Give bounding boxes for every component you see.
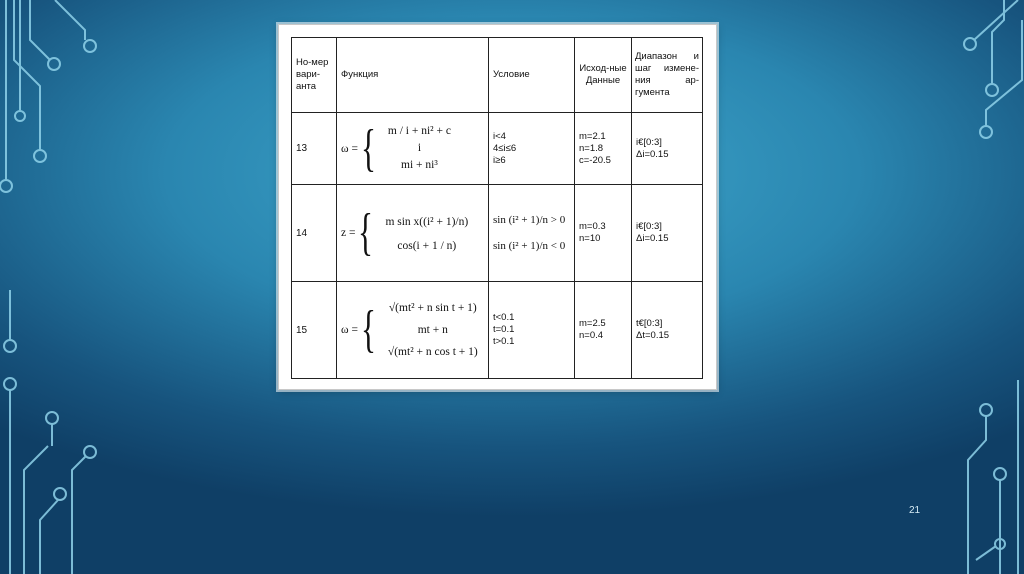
condition-line: t=0.1 bbox=[493, 324, 515, 335]
table-row bbox=[292, 185, 703, 282]
initial-value: n=10 bbox=[579, 233, 601, 244]
formula-case: i bbox=[417, 142, 422, 154]
variant-table-image bbox=[278, 24, 717, 390]
formula-cases bbox=[385, 209, 468, 257]
header-variant: Но-мер вари-анта bbox=[292, 38, 337, 113]
header-condition: Условие bbox=[489, 38, 575, 113]
formula-case: m sin x((i² + 1)/n) bbox=[385, 216, 469, 228]
condition-cell bbox=[489, 282, 575, 379]
step-value: Δt=0.15 bbox=[636, 330, 670, 341]
range-cell bbox=[632, 185, 703, 282]
initial-value: n=1.8 bbox=[579, 142, 604, 154]
condition-line: t>0.1 bbox=[493, 336, 515, 347]
initial-data-cell bbox=[575, 282, 632, 379]
function-formula bbox=[337, 282, 489, 379]
brace-icon: { bbox=[358, 204, 374, 261]
function-formula bbox=[337, 113, 489, 185]
initial-value: m=0.3 bbox=[579, 221, 606, 232]
formula-lhs: ω = bbox=[341, 324, 358, 336]
formula-lhs: ω = bbox=[341, 142, 358, 155]
formula-cases bbox=[388, 123, 451, 174]
condition-line: sin (i² + 1)/n > 0 bbox=[493, 214, 566, 226]
initial-value: n=0.4 bbox=[579, 330, 604, 341]
condition-line: 4≤i≤6 bbox=[493, 142, 517, 154]
formula-cases bbox=[388, 296, 478, 364]
condition-line: i≥6 bbox=[493, 154, 506, 166]
circuit-decoration-left bbox=[0, 0, 110, 574]
function-formula bbox=[337, 185, 489, 282]
condition-line: i<4 bbox=[493, 130, 506, 142]
formula-case: cos(i + 1 / n) bbox=[397, 240, 457, 252]
formula-lhs: z = bbox=[341, 227, 356, 239]
table-header-row bbox=[292, 38, 703, 113]
formula-case: mt + n bbox=[417, 324, 448, 336]
formula-case: √(mt² + n cos t + 1) bbox=[387, 346, 478, 358]
table-row bbox=[292, 282, 703, 379]
condition-line: sin (i² + 1)/n < 0 bbox=[493, 240, 566, 252]
range-cell bbox=[632, 113, 703, 185]
variant-number: 15 bbox=[292, 282, 337, 379]
step-value: Δi=0.15 bbox=[636, 233, 669, 244]
formula-case: √(mt² + n sin t + 1) bbox=[388, 302, 477, 314]
variant-table bbox=[291, 37, 703, 379]
step-value: Δi=0.15 bbox=[636, 148, 669, 160]
slide-page-number: 21 bbox=[909, 505, 921, 516]
initial-data-cell bbox=[575, 185, 632, 282]
range-value: t€[0:3] bbox=[636, 318, 663, 329]
initial-value: m=2.5 bbox=[579, 318, 606, 329]
circuit-decoration-right bbox=[914, 0, 1024, 574]
header-initial-data: Исход-ные Данные bbox=[575, 38, 632, 113]
condition-cell bbox=[489, 113, 575, 185]
formula-case: m / i + ni² + c bbox=[387, 125, 451, 137]
range-value: i€[0:3] bbox=[636, 221, 662, 232]
condition-cell bbox=[489, 185, 575, 282]
header-function: Функция bbox=[337, 38, 489, 113]
range-value: i€[0:3] bbox=[636, 136, 662, 148]
brace-icon: { bbox=[360, 119, 376, 177]
header-range: Диапазон и шаг измене-ния ар-гумента bbox=[632, 38, 703, 113]
brace-icon: { bbox=[360, 301, 376, 358]
initial-value: c=-20.5 bbox=[579, 154, 611, 166]
condition-line: t<0.1 bbox=[493, 312, 515, 323]
variant-number: 14 bbox=[292, 185, 337, 282]
formula-case: mi + ni³ bbox=[401, 159, 438, 171]
range-cell bbox=[632, 282, 703, 379]
table-row bbox=[292, 113, 703, 185]
variant-number: 13 bbox=[292, 113, 337, 185]
initial-data-cell bbox=[575, 113, 632, 185]
initial-value: m=2.1 bbox=[579, 130, 606, 142]
